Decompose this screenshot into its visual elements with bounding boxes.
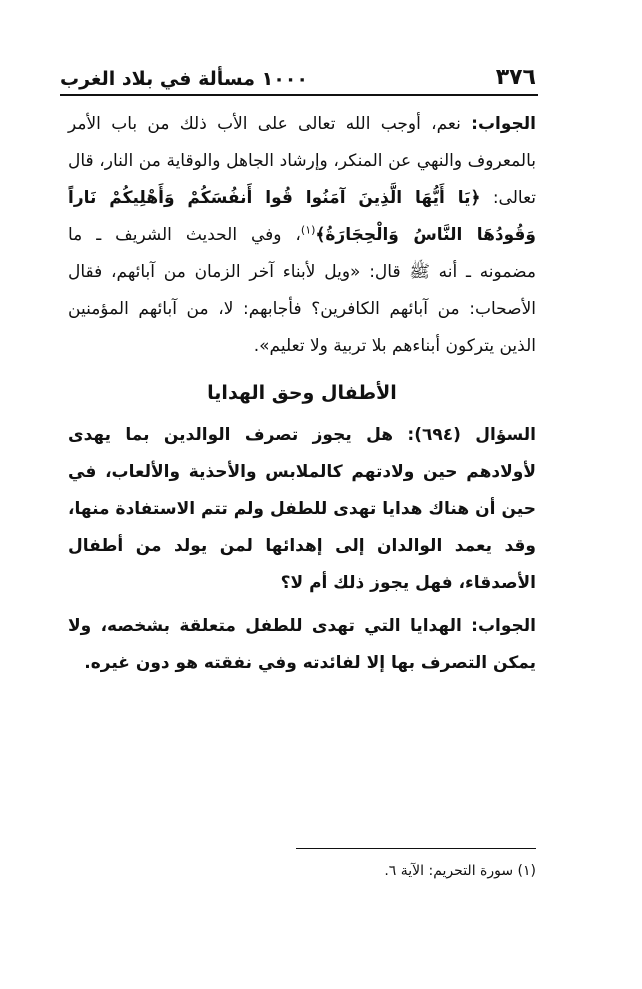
running-title: ١٠٠٠ مسألة في بلاد الغرب	[60, 68, 308, 90]
answer-text-after-verse: ، وفي الحديث الشريف ـ ما مضمونه ـ أنه ﷺ قال: «ويل لأبناء آخر الزمان من آبائهم، فقال الأصحاب: من آبائهم الكافرين؟ فأجابهم: لا، من آبائهم المؤمنين الذين يتركون أبناءهم بلا تربية ولا تعليم».	[68, 225, 536, 356]
question-text: هل يجوز تصرف الوالدين بما يهدى لأولادهم حين ولادتهم كالملابس والأحذية والألعاب، في حين أن هناك هدايا تهدى للطفل ولم تتم الاستفادة منها، وقد يعمد الوالدان إلى إهدائها لمن يولد من أطفال الأصدقاء، فهل يجوز ذلك أم لا؟	[68, 425, 536, 593]
answer-label: الجواب:	[471, 114, 536, 134]
section-title: الأطفال وحق الهدايا	[207, 382, 397, 404]
answer-paragraph-2	[68, 608, 536, 682]
answer-paragraph-1	[68, 106, 536, 365]
footnote: (١) سورة التحريم: الآية ٦.	[384, 863, 536, 879]
quran-verse: ﴿يَا أَيُّهَا الَّذِينَ آمَنُوا قُوا أَنفُسَكُمْ وَأَهْلِيكُمْ نَاراً وَقُودُهَا النَّاسُ وَالْحِجَارَةُ﴾	[68, 188, 536, 245]
question-paragraph	[68, 417, 536, 602]
footnote-divider	[296, 848, 536, 849]
page-number: ٣٧٦	[495, 65, 536, 90]
header-divider	[60, 94, 538, 96]
question-label: السؤال (٦٩٤):	[407, 425, 536, 445]
page-header	[60, 60, 536, 90]
answer-label-2: الجواب:	[471, 616, 536, 636]
page-body	[68, 106, 536, 682]
answer-text-before-verse: نعم، أوجب الله تعالى على الأب ذلك من باب الأمر بالمعروف والنهي عن المنكر، وإرشاد الجاهل والوقاية من النار، قال تعالى:	[68, 114, 537, 208]
answer-text-2: الهدايا التي تهدى للطفل متعلقة بشخصه، ولا يمكن التصرف بها إلا لفائدته وفي نفقته هو دون غيره.	[68, 616, 536, 673]
footnote-marker: (١)	[300, 223, 316, 237]
